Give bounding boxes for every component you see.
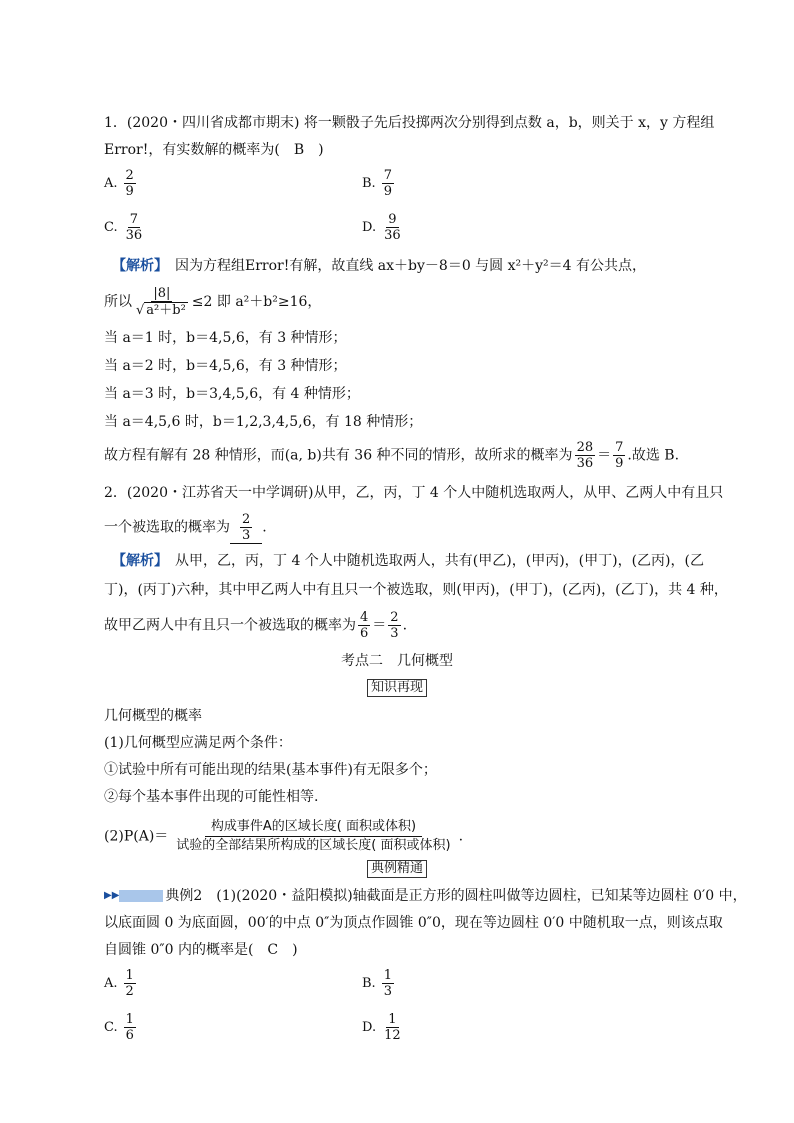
example-badge: 典例精通 (367, 860, 427, 878)
q2-stem-line1: 2．(2020・江苏省天一中学调研)从甲，乙，丙，丁 4 个人中随机选取两人，从甲、乙两人中有且只 (104, 485, 724, 501)
text: (2)P(A)＝ (104, 828, 169, 845)
formula-fraction (170, 818, 456, 855)
option-fraction (382, 1012, 403, 1043)
option-label: C. (104, 220, 118, 235)
ex2-option-a (104, 968, 138, 999)
denominator: 试验的全部结果所构成的区域长度( 面积或体积) (176, 838, 451, 853)
ex2-line2: 以底面圆 0 为底面圆，00′的中点 0″为顶点作圆锥 0″0，现在等边圆柱 0′0 中随机取一点，则该点取 (104, 915, 723, 931)
example-badge-row (0, 860, 794, 878)
option-label: B. (362, 976, 376, 991)
denominator: 36 (384, 228, 401, 243)
numerator: 9 (388, 212, 397, 227)
text: 一个被选取的概率为 (104, 519, 230, 536)
fraction (358, 610, 370, 641)
q1-option-c (104, 212, 146, 243)
sol2-line1 (112, 551, 704, 571)
sol2-line3 (104, 610, 407, 641)
condition-1: ①试验中所有可能出现的结果(基本事件)有无限多个； (104, 762, 437, 778)
denominator: 6 (360, 626, 369, 641)
option-fraction (124, 968, 136, 999)
text: . (458, 828, 464, 845)
knowledge-badge: 知识再现 (367, 679, 427, 697)
text: ＝ (372, 617, 387, 634)
option-fraction (124, 212, 145, 243)
ex2-option-d (362, 1012, 405, 1043)
q1-option-b (362, 168, 396, 199)
radicand: a²＋b² (146, 303, 186, 318)
q2-stem-line2 (104, 512, 267, 544)
sol1-conclusion (104, 440, 679, 471)
probability-formula (104, 818, 463, 855)
denominator: 9 (125, 184, 134, 199)
numerator: 4 (360, 610, 369, 625)
option-fraction (124, 168, 136, 199)
numerator: 7 (129, 212, 139, 227)
ex2-option-c (104, 1012, 138, 1043)
numerator: 7 (383, 168, 392, 183)
option-fraction (382, 212, 403, 243)
text: . (262, 519, 267, 536)
denominator: 12 (384, 1028, 401, 1043)
denominator: 36 (125, 228, 143, 243)
denominator: √ a²＋b² (136, 303, 186, 318)
section-heading: 几何概型的概率 (104, 708, 202, 724)
option-label: A. (104, 176, 118, 191)
numerator: 1 (125, 1012, 134, 1027)
numerator: 构成事件A的区域长度( 面积或体积) (205, 818, 422, 837)
numerator: 1 (125, 968, 134, 983)
text: 所以 (104, 294, 132, 310)
numerator: 2 (125, 168, 134, 183)
ex2-option-b (362, 968, 396, 999)
option-label: D. (362, 1020, 377, 1035)
sol2-line2: 丁)，(丙丁)六种，其中甲乙两人中有且只一个被选取，则(甲丙)，(甲丁)，(乙丙)，(乙丁)，共 4 种， (104, 582, 728, 598)
sol1-case-1: 当 a＝1 时，b＝4,5,6，有 3 种情形； (104, 330, 347, 346)
sol1-line1 (112, 256, 646, 276)
sol2-text: 从甲，乙，丙，丁 4 个人中随机选取两人，共有(甲乙)，(甲丙)，(甲丁)，(乙丙)，(乙 (161, 553, 704, 569)
q1-option-d (362, 212, 405, 243)
sol1-line2 (104, 286, 321, 318)
denominator: 3 (383, 984, 392, 999)
numerator: |8| (153, 286, 171, 301)
option-label: A. (104, 976, 118, 991)
numerator: 1 (383, 968, 392, 983)
text: ＝ (597, 447, 612, 464)
denominator: 2 (125, 984, 134, 999)
numerator: 2 (242, 512, 251, 527)
distance-fraction (134, 286, 190, 318)
fraction (613, 440, 625, 471)
text: . (402, 617, 408, 634)
answer-fraction (240, 512, 252, 543)
text: 典例2 (1)(2020・益阳模拟)轴截面是正方形的圆柱叫做等边圆柱，已知某等边圆柱 0′0 中， (165, 888, 747, 904)
denominator: 3 (390, 626, 399, 641)
q1-stem-line2: Error!，有实数解的概率为( B ) (104, 142, 324, 158)
numerator: 28 (576, 440, 594, 455)
solution-tag: 【解析】 (112, 258, 161, 274)
answer-blank (230, 512, 262, 544)
numerator: 2 (390, 610, 399, 625)
denominator: 9 (615, 456, 624, 471)
text: .故选 B. (627, 447, 680, 464)
q1-option-a (104, 168, 138, 199)
fraction (388, 610, 400, 641)
option-fraction (124, 1012, 136, 1043)
condition-title: (1)几何概型应满足两个条件： (104, 735, 292, 751)
ex2-line1 (104, 886, 747, 906)
option-label: B. (362, 176, 376, 191)
text: 故甲乙两人中有且只一个被选取的概率为 (104, 617, 356, 634)
play-arrow-icon: ▶▶ (104, 890, 120, 901)
fraction (575, 440, 596, 471)
denominator: 9 (383, 184, 392, 199)
sol1-case-2: 当 a＝2 时，b＝4,5,6，有 3 种情形； (104, 358, 347, 374)
denominator: 3 (242, 528, 251, 543)
example-marker (119, 890, 163, 902)
sol1-case-3: 当 a＝3 时，b＝3,4,5,6，有 4 种情形； (104, 386, 360, 402)
denominator: 6 (125, 1028, 134, 1043)
ex2-line3: 自圆锥 0″0 内的概率是( C ) (104, 942, 298, 958)
text: ≤2 即 a²＋b²≥16， (191, 294, 322, 310)
option-fraction (382, 968, 394, 999)
text: 故方程有解有 28 种情形，而(a, b)共有 36 种不同的情形，故所求的概率为 (104, 447, 573, 464)
knowledge-badge-row (0, 679, 794, 697)
numerator: 7 (615, 440, 624, 455)
option-fraction (382, 168, 394, 199)
section-title: 考点二 几何概型 (341, 653, 453, 669)
sol1-case-4: 当 a＝4,5,6 时，b＝1,2,3,4,5,6，有 18 种情形； (104, 414, 423, 430)
q1-stem-line1: 1．(2020・四川省成都市期末) 将一颗骰子先后投掷两次分别得到点数 a，b，则关于 x，y 方程组 (104, 115, 715, 131)
numerator: 1 (388, 1012, 397, 1027)
option-label: C. (104, 1020, 118, 1035)
sol1-text: 因为方程组Error!有解，故直线 ax＋by－8＝0 与圆 x²＋y²＝4 有公共点， (161, 258, 647, 274)
denominator: 36 (576, 456, 594, 471)
option-label: D. (362, 220, 377, 235)
condition-2: ②每个基本事件出现的可能性相等. (104, 789, 319, 805)
solution-tag: 【解析】 (112, 553, 161, 569)
